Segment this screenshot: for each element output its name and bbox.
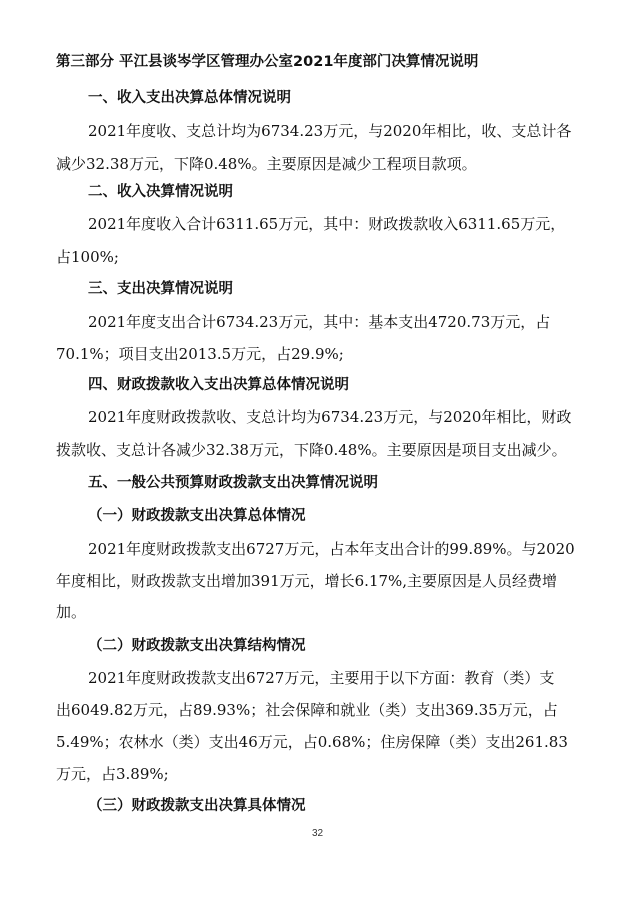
paragraph-line: 占100%;	[56, 248, 119, 266]
paragraph-line: 5.49%；农林水（类）支出46万元，占0.68%；住房保障（类）支出261.83	[56, 733, 568, 751]
paragraph-line: 70.1%；项目支出2013.5万元，占29.9%;	[56, 345, 344, 363]
paragraph-line: 2021年度支出合计6734.23万元，其中：基本支出4720.73万元，占	[88, 313, 551, 331]
paragraph-line: 2021年度收、支总计均为6734.23万元，与2020年相比，收、支总计各	[88, 122, 572, 140]
paragraph-line: 加。	[56, 603, 87, 621]
paragraph-line: 2021年度财政拨款收、支总计均为6734.23万元，与2020年相比，财政	[88, 408, 572, 426]
subsection-heading-1: （一）财政拨款支出决算总体情况	[88, 508, 306, 524]
paragraph-line: 2021年度财政拨款支出6727万元，主要用于以下方面：教育（类）支	[88, 669, 555, 687]
section-heading-3: 三、支出决算情况说明	[88, 281, 233, 297]
paragraph-line: 年度相比，财政拨款支出增加391万元，增长6.17%,主要原因是人员经费增	[56, 572, 558, 590]
section-heading-1: 一、收入支出决算总体情况说明	[88, 90, 291, 106]
subsection-heading-2: （二）财政拨款支出决算结构情况	[88, 638, 306, 654]
paragraph-line: 2021年度财政拨款支出6727万元，占本年支出合计的99.89%。与2020	[88, 540, 575, 558]
paragraph-line: 万元，占3.89%;	[56, 765, 169, 783]
subsection-heading-3: （三）财政拨款支出决算具体情况	[88, 798, 306, 814]
section-heading-2: 二、收入决算情况说明	[88, 184, 233, 200]
document-title: 第三部分 平江县谈岑学区管理办公室2021年度部门决算情况说明	[56, 54, 479, 70]
paragraph-line: 出6049.82万元，占89.93%；社会保障和就业（类）支出369.35万元，占	[56, 701, 558, 719]
page-number: 32	[311, 828, 324, 839]
paragraph-line: 拨款收、支总计各减少32.38万元，下降0.48%。主要原因是项目支出减少。	[56, 441, 567, 459]
paragraph-line: 减少32.38万元，下降0.48%。主要原因是减少工程项目款项。	[56, 155, 477, 173]
section-heading-4: 四、财政拨款收入支出决算总体情况说明	[88, 377, 349, 393]
section-heading-5: 五、一般公共预算财政拨款支出决算情况说明	[88, 475, 378, 491]
paragraph-line: 2021年度收入合计6311.65万元，其中：财政拨款收入6311.65万元，	[88, 215, 566, 233]
